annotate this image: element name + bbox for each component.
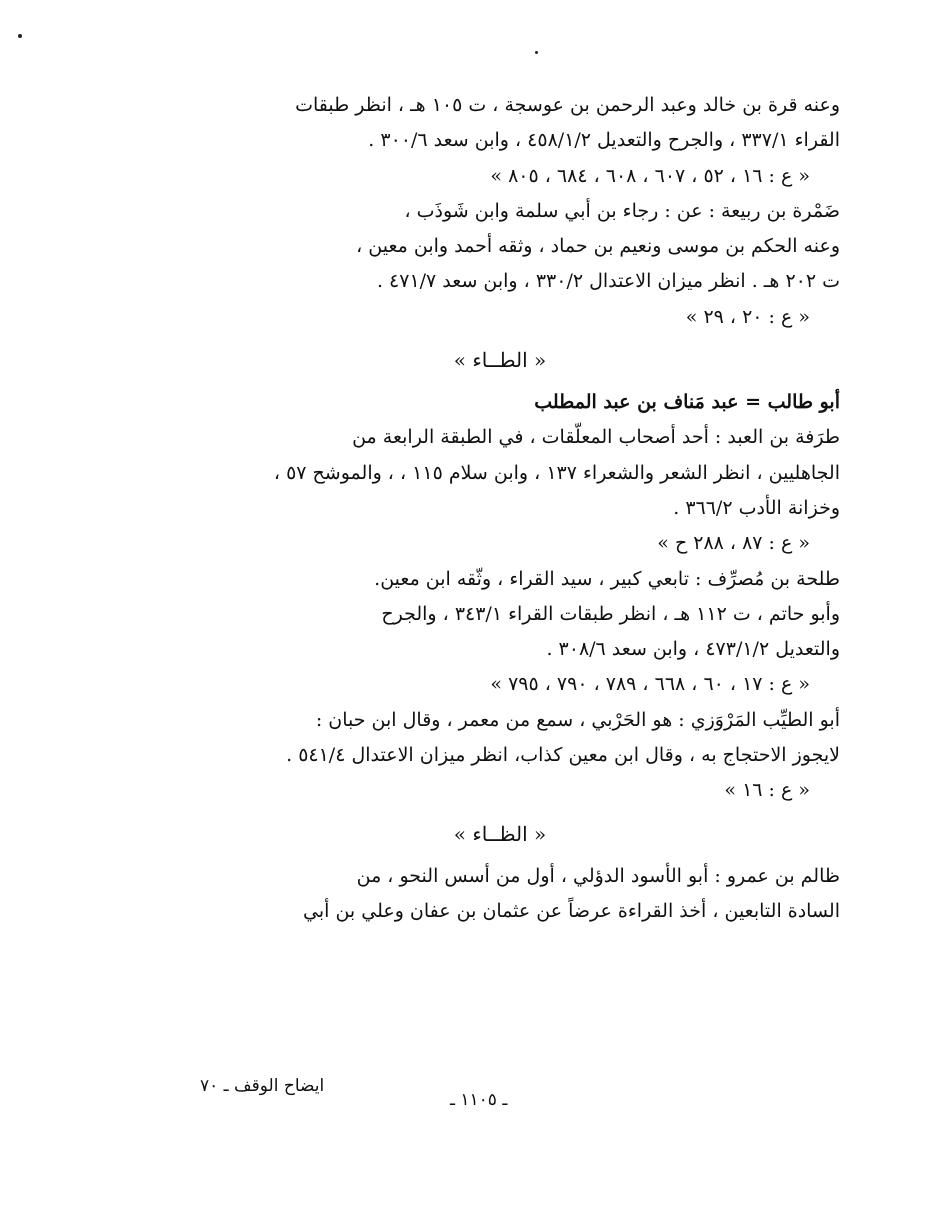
- text-line: وأبو حاتم ، ت ١١٢ هـ ، انظر طبقات القراء ٣٤٣/١ ، والجرح: [381, 602, 840, 625]
- reference-line: « ع : ١٦ ، ٥٢ ، ٦٠٧ ، ٦٠٨ ، ٦٨٤ ، ٨٠٥ »: [490, 164, 810, 187]
- text-line: وخزانة الأدب ٣٦٦/٢ .: [673, 496, 840, 519]
- reference-line: « ع : ٢٠ ، ٢٩ »: [685, 305, 810, 328]
- section-heading-za: « الظــاء »: [453, 821, 547, 846]
- section-heading-ta: « الطــاء »: [453, 348, 547, 373]
- entry-heading-line: طرَفة بن العبد : أحد أصحاب المعلّقات ، في الطبقة الرابعة من: [352, 426, 840, 449]
- entry-heading-line: طلحة بن مُصرِّف : تابعي كبير ، سيد القراء ، وثّقه ابن معين.: [374, 567, 840, 590]
- entry-heading-line: ضَمْرة بن ربيعة : عن : رجاء بن أبي سلمة وابن شَوذَب ،: [404, 199, 840, 222]
- reference-line: « ع : ١٦ »: [724, 779, 810, 802]
- scan-speck: [535, 51, 538, 54]
- text-line: الجاهليين ، انظر الشعر والشعراء ١٣٧ ، وابن سلام ١١٥ ، ، والموشح ٥٧ ،: [273, 461, 840, 484]
- body-text: [200, 88, 840, 929]
- entry-heading-line: أبو الطيِّب المَرْوَزي : هو الحَرْبي ، سمع من معمر ، وقال ابن حبان :: [315, 708, 840, 731]
- entry-heading-line: ظالم بن عمرو : أبو الأسود الدؤلي ، أول من أسس النحو ، من: [356, 864, 840, 887]
- footer-signature: ايضاح الوقف ـ ٧٠: [200, 1076, 325, 1096]
- reference-line: « ع : ٨٧ ، ٢٨٨ ح »: [657, 532, 810, 555]
- page-number: ـ ١١٠٥ ـ: [450, 1090, 508, 1110]
- entry-heading-line: أبو طالب = عبد مَناف بن عبد المطلب: [534, 391, 840, 414]
- reference-line: « ع : ١٧ ، ٦٠ ، ٦٦٨ ، ٧٨٩ ، ٧٩٠ ، ٧٩٥ »: [490, 673, 810, 696]
- text-line: السادة التابعين ، أخذ القراءة عرضاً عن عثمان بن عفان وعلي بن أبي: [303, 899, 840, 922]
- text-line: وعنه الحكم بن موسى ونعيم بن حماد ، وثقه أحمد وابن معين ،: [356, 235, 840, 258]
- text-line: القراء ٣٣٧/١ ، والجرح والتعديل ٤٥٨/١/٢ ، وابن سعد ٣٠٠/٦ .: [368, 129, 840, 152]
- text-line: والتعديل ٤٧٣/١/٢ ، وابن سعد ٣٠٨/٦ .: [546, 638, 840, 661]
- text-line: لايجوز الاحتجاج به ، وقال ابن معين كذاب، انظر ميزان الاعتدال ٥٤١/٤ .: [286, 744, 840, 767]
- text-line: وعنه قرة بن خالد وعبد الرحمن بن عوسجة ، ت ١٠٥ هـ ، انظر طبقات: [295, 94, 840, 116]
- text-line: ت ٢٠٢ هـ . انظر ميزان الاعتدال ٣٣٠/٢ ، وابن سعد ٤٧١/٧ .: [376, 270, 840, 293]
- scan-speck: [18, 34, 22, 38]
